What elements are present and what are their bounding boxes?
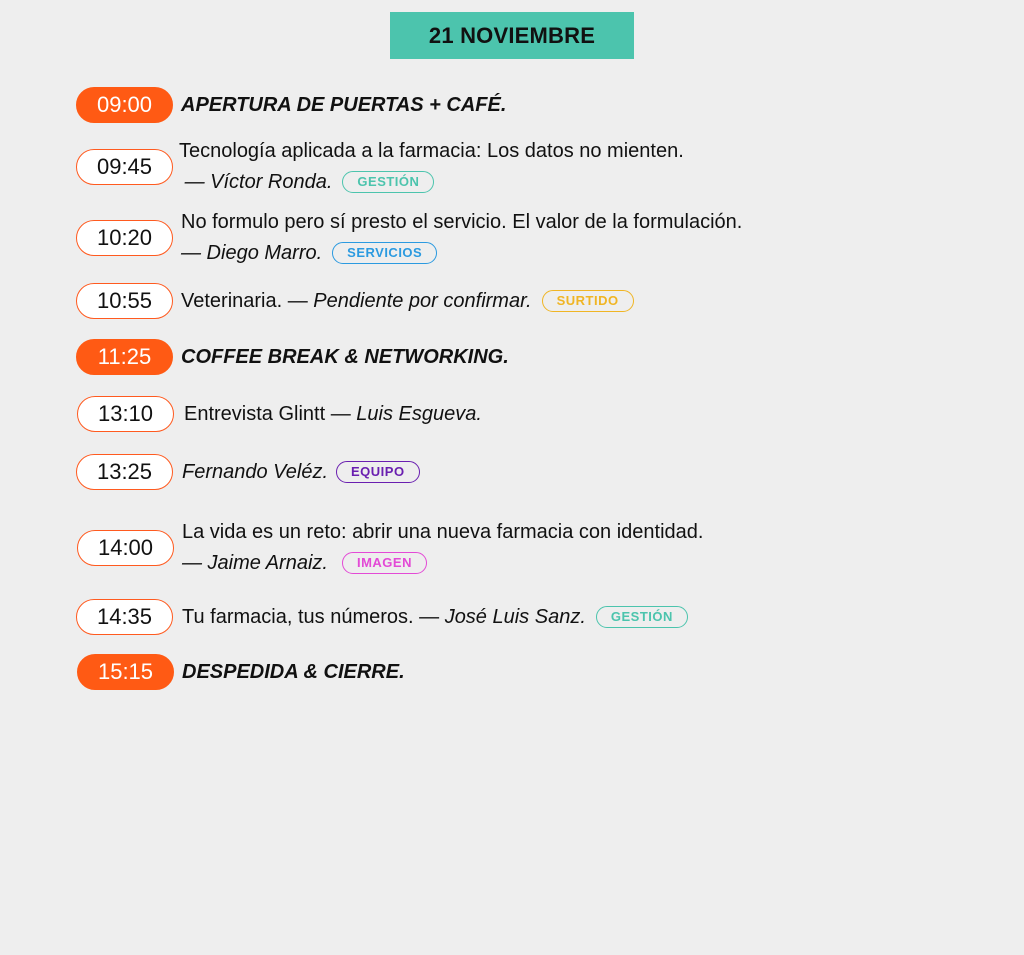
time-badge: 09:00 [76,87,173,123]
agenda-speaker: José Luis Sanz. [444,605,586,628]
agenda-item [76,207,742,269]
category-tag: SURTIDO [542,290,634,312]
agenda-content [184,399,482,430]
time-badge: 15:15 [77,654,174,690]
agenda-title: Entrevista Glintt — [184,402,351,425]
category-tag: GESTIÓN [342,171,434,193]
agenda-item [76,87,506,123]
agenda-title: COFFEE BREAK & NETWORKING. [181,345,509,368]
agenda-title: No formulo pero sí presto el servicio. El valor de la formulación. [181,211,743,233]
agenda-item [76,136,684,198]
time-badge: 11:25 [76,339,173,375]
agenda-speaker: Fernando Veléz. [182,460,329,483]
agenda-speaker: — Diego Marro. [181,242,323,264]
agenda-content [181,90,506,121]
agenda-item [77,517,703,579]
category-tag: EQUIPO [336,461,420,483]
agenda-content [181,342,509,373]
agenda-content [179,136,684,198]
time-badge: 14:35 [76,599,173,635]
time-badge: 09:45 [76,149,173,185]
agenda-content [182,517,703,579]
time-badge: 10:55 [76,283,173,319]
time-badge: 13:10 [77,396,174,432]
agenda-title: DESPEDIDA & CIERRE. [182,660,405,683]
agenda-item [77,396,482,432]
agenda-content [181,286,634,317]
agenda-title: Tecnología aplicada a la farmacia: Los datos no mienten. [179,140,684,162]
agenda-title: La vida es un reto: abrir una nueva farmacia con identidad. [182,521,704,543]
category-tag: GESTIÓN [596,606,688,628]
agenda-title: APERTURA DE PUERTAS + CAFÉ. [181,93,507,116]
agenda-item [76,283,634,319]
category-tag: SERVICIOS [332,242,437,264]
agenda-item [76,339,509,375]
agenda-item [77,654,405,690]
date-header: 21 NOVIEMBRE [390,12,634,59]
agenda-speaker: — Víctor Ronda. [184,171,333,193]
time-badge: 10:20 [76,220,173,256]
agenda-item [76,599,688,635]
time-badge: 13:25 [76,454,173,490]
agenda-content [182,602,688,633]
agenda-content [182,457,420,488]
agenda-title: Veterinaria. — [181,289,308,312]
agenda-content [181,207,742,269]
time-badge: 14:00 [77,530,174,566]
agenda-content [182,657,405,688]
agenda-title: Tu farmacia, tus números. — [182,605,440,628]
category-tag: IMAGEN [342,552,427,574]
agenda-speaker: Pendiente por confirmar. [313,289,532,312]
agenda-speaker: Luis Esgueva. [356,402,482,425]
agenda-item [76,454,420,490]
agenda-speaker: — Jaime Arnaiz. [182,552,328,574]
